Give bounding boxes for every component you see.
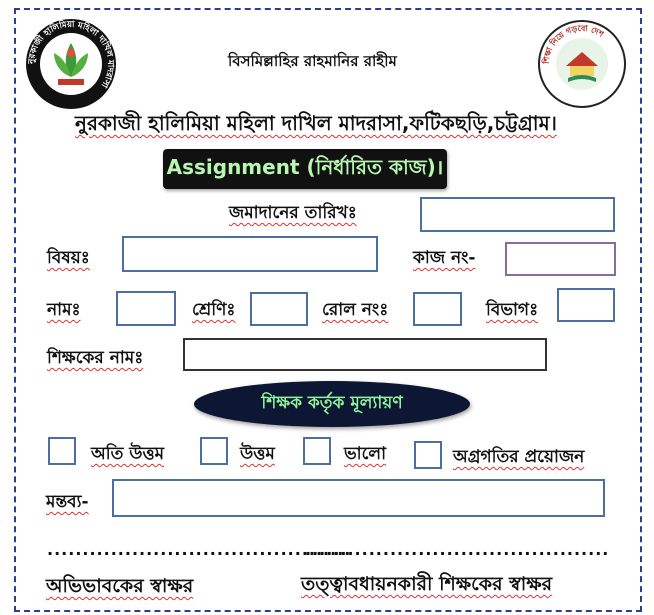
checkbox-excellent[interactable] <box>48 437 76 465</box>
motto-logo <box>538 20 626 108</box>
work-no-input[interactable] <box>505 242 616 276</box>
assignment-title: Assignment (নির্ধারিত কাজ)। <box>163 149 447 189</box>
roll-no-label: রোল নংঃ <box>322 300 389 320</box>
comment-label: মন্তব্য- <box>46 492 89 512</box>
madrasa-logo <box>26 19 116 109</box>
book-house-icon <box>556 38 608 90</box>
logo-inner-right <box>556 38 608 90</box>
comment-input[interactable] <box>112 479 605 517</box>
option-good-label: ভালো <box>344 444 387 464</box>
leaf-emblem-icon <box>40 33 102 95</box>
submission-date-label: জমাদানের তারিখঃ <box>229 203 357 223</box>
evaluation-title: শিক্ষক কর্তৃক মূল্যায়ণ <box>194 381 470 427</box>
svg-text:নুরকাজী হালিমিয়া মহিলা দাখিল: নুরকাজী হালিমিয়া মহিলা দাখিল মাদরাসা <box>26 19 116 90</box>
option-excellent-label: অতি উত্তম <box>91 444 165 464</box>
subject-input[interactable] <box>122 236 378 272</box>
subject-label: বিষয়ঃ <box>47 248 90 268</box>
department-input[interactable] <box>557 288 615 322</box>
guardian-signature-line: ........................................... <box>47 540 352 559</box>
name-label: নামঃ <box>47 300 81 320</box>
checkbox-good[interactable] <box>303 437 331 465</box>
teacher-name-label: শিক্ষকের নামঃ <box>47 348 144 368</box>
institution-name: নুরকাজী হালিমিয়া মহিলা দাখিল মাদরাসা,ফটিকছড়ি,চট্টগ্রাম। <box>75 111 557 135</box>
class-input[interactable] <box>250 292 308 326</box>
work-no-label: কাজ নং- <box>413 248 476 268</box>
option-very-good-label: উত্তম <box>240 444 275 464</box>
teacher-name-input[interactable] <box>183 338 547 371</box>
checkbox-needs-improvement[interactable] <box>414 441 442 469</box>
option-needs-improvement-label: অগ্রগতির প্রয়োজন <box>453 447 585 467</box>
guardian-signature-label: অভিভাবকের স্বাক্ষর <box>46 575 194 597</box>
name-input[interactable] <box>116 291 176 326</box>
department-label: বিভাগঃ <box>486 300 539 320</box>
bismillah-text: বিসমিল্লাহির রাহমানির রাহীম <box>228 52 397 70</box>
logo-inner <box>40 33 102 95</box>
roll-no-input[interactable] <box>413 292 462 326</box>
svg-text:শিক্ষা নিয়ে গড়বো দেশ: শিক্ষা নিয়ে গড়বো দেশ <box>541 23 606 65</box>
class-label: শ্রেণিঃ <box>192 300 236 320</box>
teacher-signature-line: ........................................... <box>305 540 610 559</box>
teacher-signature-label: তত্ত্বাবধায়নকারী শিক্ষকের স্বাক্ষর <box>301 573 553 595</box>
submission-date-input[interactable] <box>420 197 615 232</box>
checkbox-very-good[interactable] <box>200 437 228 465</box>
